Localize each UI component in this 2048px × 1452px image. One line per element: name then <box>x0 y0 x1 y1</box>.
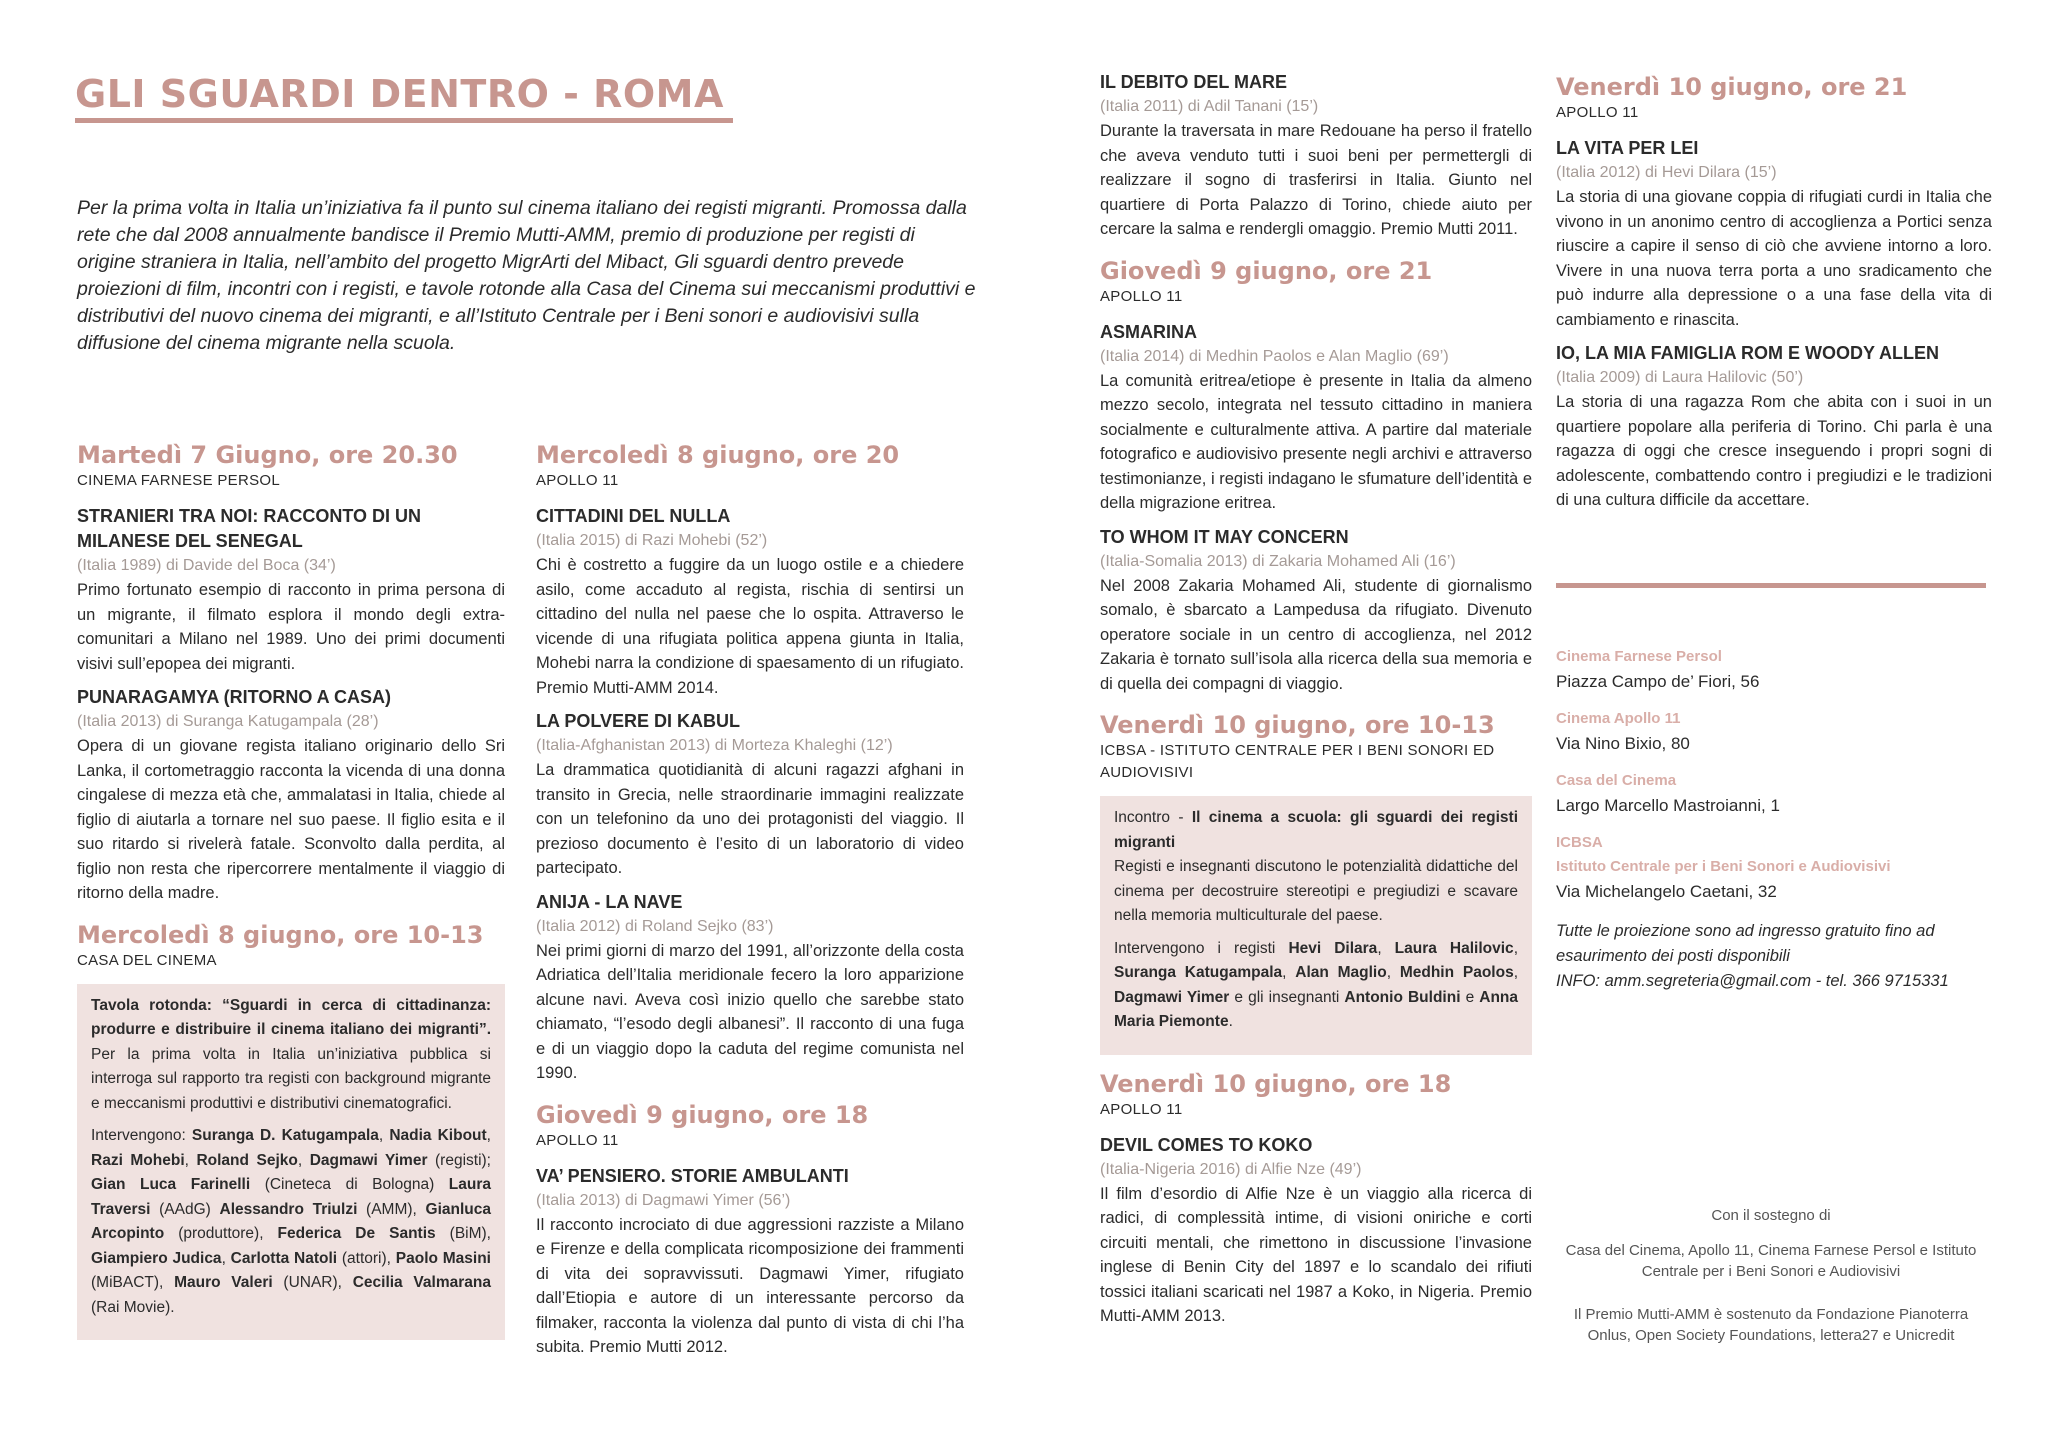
title-underline <box>75 118 733 123</box>
speaker-name: Federica De Santis <box>277 1225 436 1242</box>
film-description: Durante la traversata in mare Redouane ha perso il fratello che aveva venduto tutti i suoi beni per permettergli di realizzare il sogno di trasferirsi in Italia. Giunto nel quartiere di Porta Palazzo di Torino, chiede aiuto per cercare la salma e rendergli omaggio. Premio Mutti 2011. <box>1100 122 1532 238</box>
speaker-sep: (AMM), <box>357 1200 426 1218</box>
film-meta: (Italia 2012) di Hevi Dilara (15’) <box>1556 164 1777 181</box>
event-venue: APOLLO 11 <box>536 472 619 489</box>
support-label: Con il sostegno di <box>1711 1207 1831 1224</box>
speaker-name: Laura Traversi <box>91 1176 491 1218</box>
event-day-heading: Giovedì 9 giugno, ore 18 <box>536 1100 869 1129</box>
event-venue: APOLLO 11 <box>536 1131 619 1149</box>
venue-street: Piazza Campo de’ Fiori, 56 <box>1556 672 1760 691</box>
speakers-lead: Intervengono i registi <box>1114 939 1289 957</box>
film-meta: (Italia-Nigeria 2016) di Alfie Nze (49’) <box>1100 1160 1362 1178</box>
film-description: La storia di una ragazza Rom che abita con i suoi in un quartiere popolare alla periferia di Torino. Chi parla è una ragazza di oggi che cresce inseguendo i propri sogni di adolescente, combattendo contro i pregiudizi e le tradizioni di una cultura difficile da accettare. <box>1556 393 1992 509</box>
speaker-sep: , <box>1513 964 1518 981</box>
film-entry <box>77 504 505 676</box>
column-1 <box>77 440 505 1354</box>
speaker-name: Medhin Paolos <box>1399 964 1514 981</box>
speaker-sep: , <box>297 1151 310 1169</box>
speaker-name: Suranga D. Katugampala <box>191 1127 379 1144</box>
film-entry <box>536 709 964 881</box>
event-friday-night <box>1556 72 1992 513</box>
event-venue: APOLLO 11 <box>1100 1100 1183 1118</box>
meeting-text: Registi e insegnanti discutono le potenzialità didattiche del cinema per decostruire stereotipi e pregiudizi e scavare nella memoria multiculturale del paese. <box>1114 858 1518 924</box>
speaker-sep: e gli insegnanti <box>1229 988 1345 1006</box>
film-title: ANIJA - LA NAVE <box>536 891 683 912</box>
venue-name: Cinema Farnese Persol <box>1556 648 1722 665</box>
speaker-name: Gianluca Arcopinto <box>91 1200 491 1242</box>
event-wednesday-morning <box>77 920 505 1341</box>
event-wednesday-evening <box>536 440 964 1086</box>
film-entry <box>1100 320 1532 516</box>
film-entry <box>536 1164 964 1360</box>
contact-info: INFO: amm.segreteria@gmail.com - tel. 366 9715331 <box>1556 972 1949 990</box>
event-tuesday <box>77 440 505 906</box>
meeting-description <box>1114 806 1518 929</box>
section-divider <box>1556 583 1986 588</box>
event-day-heading: Giovedì 9 giugno, ore 21 <box>1100 256 1433 285</box>
venue-addresses <box>1556 645 1996 994</box>
free-entry-note <box>1556 919 1996 994</box>
speaker-name: Antonio Buldini <box>1344 988 1461 1006</box>
film-description: Nei primi giorni di marzo del 1991, all’orizzonte della costa Adriatica dell’Italia meridionale fecero la loro apparizione alcune navi. Aveva così inizio quello che sarebbe stato chiamato, “l’esodo degli albanesi”. Il racconto di una fuga e di un viaggio dopo la caduta del regime comunista nel 1990. <box>536 941 964 1082</box>
speaker-name: Gian Luca Farinelli <box>91 1176 251 1193</box>
column-3 <box>1100 70 1532 1343</box>
film-entry <box>536 890 964 1086</box>
speaker-sep: e <box>1460 988 1480 1006</box>
speaker-sep: , <box>1386 964 1400 981</box>
speaker-name: Cecilia Valmarana <box>352 1274 491 1291</box>
event-venue: CINEMA FARNESE PERSOL <box>77 472 281 489</box>
speaker-sep: (UNAR), <box>272 1274 353 1291</box>
film-entry-continued <box>1100 70 1532 242</box>
event-venue: ICBSA - ISTITUTO CENTRALE PER I BENI SONORI ED AUDIOVISIVI <box>1100 742 1495 781</box>
speaker-name: Suranga Katugampala <box>1114 964 1283 981</box>
round-table-title: Tavola rotonda: “Sguardi in cerca di cittadinanza: produrre e distribuire il cinema italiano dei migranti”. <box>91 996 491 1038</box>
speaker-name: Carlotta Natoli <box>230 1249 338 1267</box>
film-meta: (Italia 2013) di Dagmawi Yimer (56’) <box>536 1191 791 1209</box>
meeting-lead: Incontro - <box>1114 809 1192 826</box>
event-day-heading: Martedì 7 Giugno, ore 20.30 <box>77 441 458 469</box>
speaker-name: Laura Halilovic <box>1394 939 1514 957</box>
film-title: IO, LA MIA FAMIGLIA ROM E WOODY ALLEN <box>1556 343 1939 363</box>
speaker-sep: (registi); <box>427 1151 491 1169</box>
film-entry <box>1556 341 1992 513</box>
event-friday-morning <box>1100 710 1532 1055</box>
film-description: Opera di un giovane regista italiano originario dello Sri Lanka, il cortometraggio racconta la vicenda di una donna cingalese di mezza età che, ammalatasi in Italia, chiede al figlio di aiutarla a tornare nel suo paese. Il figlio esita e il suo ritardo si rivelerà fatale. Sconvolto dalla perdita, al figlio non resta che ripercorrere mentalmente il viaggio di ritorno della madre. <box>77 737 505 902</box>
venue-fullname: Istituto Centrale per i Beni Sonori e Audiovisivi <box>1556 858 1891 875</box>
film-meta: (Italia-Afghanistan 2013) di Morteza Khaleghi (12’) <box>536 737 893 754</box>
film-title: PUNARAGAMYA (RITORNO A CASA) <box>77 687 392 707</box>
film-meta: (Italia-Somalia 2013) di Zakaria Mohamed Ali (16’) <box>1100 552 1456 570</box>
event-venue: CASA DEL CINEMA <box>77 951 217 969</box>
film-description: Chi è costretto a fuggire da un luogo ostile e a chiedere asilo, come accaduto al regista, rischia di sentirsi un cittadino del nulla nel paese che lo ospita. Attraverso le vicende di una rifugiata politica appena giunta in Italia, Mohebi narra la condizione di spaesamento di un rifugiato. Premio Mutti-AMM 2014. <box>536 556 964 697</box>
speaker-name: Dagmawi Yimer <box>1114 988 1230 1006</box>
event-day-heading: Venerdì 10 giugno, ore 21 <box>1556 73 1908 101</box>
film-title: TO WHOM IT MAY CONCERN <box>1100 526 1349 547</box>
film-meta: (Italia 2009) di Laura Halilovic (50’) <box>1556 369 1804 386</box>
event-day-heading: Mercoledì 8 giugno, ore 10-13 <box>77 920 484 949</box>
speaker-sep: (BiM), <box>435 1225 491 1242</box>
column-4 <box>1556 72 1992 527</box>
speaker-sep: (Rai Movie). <box>91 1298 175 1316</box>
film-description: La drammatica quotidianità di alcuni ragazzi afghani in transito in Grecia, nelle straordinarie immagini realizzate con un telefonino da uno dei protagonisti del viaggio. Il prezioso documento è l’esito di un laboratorio di video partecipato. <box>536 761 964 877</box>
round-table-box <box>77 984 505 1341</box>
premio-sponsors: Il Premio Mutti-AMM è sostenuto da Fondazione Pianoterra Onlus, Open Society Foundations, lettera27 e Unicredit <box>1573 1306 1969 1344</box>
meeting-box <box>1100 796 1532 1055</box>
venue-name: Casa del Cinema <box>1556 772 1677 789</box>
speaker-name: Alan Maglio <box>1295 964 1387 981</box>
film-title: ASMARINA <box>1100 321 1197 342</box>
address-entry <box>1556 645 1996 695</box>
sponsors-block <box>1556 1205 1986 1346</box>
film-meta: (Italia 2014) di Medhin Paolos e Alan Maglio (69’) <box>1100 347 1449 365</box>
film-description: Il film d’esordio di Alfie Nze è un viaggio alla ricerca di radici, di complessità intime, di visioni oniriche e corti circuiti mentali, che rimettono in discussione l’invasione inglese di Benin City del 1897 e lo scandalo dei rifiuti tossici italiani scaricati nel 1987 a Koko, in Nigeria. Premio Mutti-AMM 2013. <box>1100 1184 1532 1325</box>
film-meta: (Italia 2012) di Roland Sejko (83’) <box>536 917 774 935</box>
event-venue: APOLLO 11 <box>1556 104 1639 121</box>
speaker-sep: , <box>486 1127 491 1144</box>
speaker-name: Alessandro Triulzi <box>219 1200 358 1218</box>
column-2 <box>536 440 964 1374</box>
event-thursday-evening <box>536 1100 964 1360</box>
venue-street: Largo Marcello Mastroianni, 1 <box>1556 796 1780 815</box>
speaker-sep: , <box>1377 939 1395 957</box>
film-description: Primo fortunato esempio di racconto in prima persona di un migrante, il filmato esplora il mondo degli extra-comunitari a Milano nel 1989. Uno dei primi documenti visivi sull’epopea dei migranti. <box>77 581 505 673</box>
film-title: STRANIERI TRA NOI: RACCONTO DI UN MILANESE DEL SENEGAL <box>77 506 421 551</box>
speaker-name: Dagmawi Yimer <box>309 1151 428 1169</box>
sponsors-list: Casa del Cinema, Apollo 11, Cinema Farnese Persol e Istituto Centrale per i Beni Sonori e Audiovisivi <box>1565 1242 1977 1280</box>
speakers-lead: Intervengono: <box>91 1127 192 1144</box>
speaker-name: Mauro Valeri <box>174 1274 273 1291</box>
speaker-sep: , <box>221 1249 231 1267</box>
film-description: Il racconto incrociato di due aggressioni razziste a Milano e Firenze e della complicata ricomposizione dei frammenti di vita dei sopravvissuti. Dagmawi Yimer, rifugiato dall’Etiopia e autore di un interessante percorso da filmaker, racconta la violenza dal punto di vista di chi l’ha subita. Premio Mutti 2012. <box>536 1215 964 1356</box>
speaker-name: Anna Maria Piemonte <box>1114 988 1519 1030</box>
venue-street: Via Nino Bixio, 80 <box>1556 734 1690 753</box>
speaker-sep: (attori), <box>337 1249 396 1267</box>
venue-name: Cinema Apollo 11 <box>1556 710 1681 727</box>
event-venue: APOLLO 11 <box>1100 287 1183 305</box>
meeting-title: Il cinema a scuola: gli sguardi dei registi migranti <box>1114 809 1518 851</box>
event-day-heading: Mercoledì 8 giugno, ore 20 <box>536 441 900 469</box>
speakers-list <box>1114 937 1518 1035</box>
round-table-text: Per la prima volta in Italia un’iniziativa pubblica si interroga sul rapporto tra registi con background migrante e meccanismi produttivi e distributivi cinematografici. <box>91 1045 491 1112</box>
film-title: IL DEBITO DEL MARE <box>1100 72 1288 92</box>
film-entry <box>1100 1133 1532 1329</box>
speaker-name: Paolo Masini <box>395 1249 491 1267</box>
round-table-description <box>91 994 491 1117</box>
speaker-sep: , <box>1513 939 1518 957</box>
speaker-sep: , <box>184 1151 197 1169</box>
film-meta: (Italia 2011) di Adil Tanani (15’) <box>1100 98 1319 115</box>
event-day-heading: Venerdì 10 giugno, ore 10-13 <box>1100 711 1495 739</box>
page-title: GLI SGUARDI DENTRO - ROMA <box>75 72 724 116</box>
film-description: La comunità eritrea/etiope è presente in Italia da almeno mezzo secolo, integrata nel tessuto cittadino in maniera socialmente e culturalmente attiva. A partire dal materiale fotografico e audiovisivo presente negli archivi e attraverso testimonianze, i registi indagano le sfumature dell’identità e della migrazione eritrea. <box>1100 371 1532 512</box>
intro-paragraph: Per la prima volta in Italia un’iniziativa fa il punto sul cinema italiano dei registi migranti. Promossa dalla rete che dal 2008 annualmente bandisce il Premio Mutti-AMM, premio di produzione per registi di origine straniera in Italia, nell’ambito del progetto MigrArti del Mibact, Gli sguardi dentro prevede proiezioni di film, incontri con i registi, e tavole rotonde alla Casa del Cinema sui meccanismi produttivi e distributivi del nuovo cinema dei migranti, e all’Istituto Centrale per i Beni sonori e audiovisivi sulla diffusione del cinema migrante nella scuola. <box>77 197 976 354</box>
event-day-heading: Venerdì 10 giugno, ore 18 <box>1100 1069 1452 1098</box>
venue-street: Via Michelangelo Caetani, 32 <box>1556 882 1777 901</box>
speaker-sep: , <box>378 1127 390 1144</box>
speaker-sep: (Cineteca di Bologna) <box>250 1176 449 1193</box>
film-title: LA POLVERE DI KABUL <box>536 711 741 731</box>
speaker-name: Nadia Kibout <box>389 1127 487 1144</box>
speaker-name: Hevi Dilara <box>1288 939 1378 957</box>
address-entry <box>1556 831 1996 905</box>
film-title: VA’ PENSIERO. STORIE AMBULANTI <box>536 1165 849 1186</box>
address-entry <box>1556 707 1996 757</box>
speakers-list <box>91 1124 491 1320</box>
note-text: Tutte le proiezione sono ad ingresso gratuito fino ad esaurimento dei posti disponibili <box>1556 922 1935 965</box>
film-title: LA VITA PER LEI <box>1556 138 1699 158</box>
speaker-sep: (AAdG) <box>150 1200 220 1218</box>
film-entry <box>77 685 505 906</box>
film-entry <box>1100 525 1532 697</box>
film-entry <box>536 504 964 700</box>
speaker-sep: , <box>1282 964 1296 981</box>
film-title: DEVIL COMES TO KOKO <box>1100 1134 1313 1155</box>
speaker-name: Giampiero Judica <box>91 1249 222 1267</box>
speaker-sep: . <box>1228 1013 1233 1030</box>
film-description: La storia di una giovane coppia di rifugiati curdi in Italia che vivono in un anonimo centro di accoglienza a Portici senza riuscire a capire il senso di ciò che avviene intorno a loro. Vivere in una nuova terra porta a uno sradicamento che può indurre alla depressione o a una fase della vita di cambiamento e rinascita. <box>1556 188 1992 329</box>
film-title: CITTADINI DEL NULLA <box>536 506 731 526</box>
event-thursday-night <box>1100 256 1532 697</box>
address-entry <box>1556 769 1996 819</box>
speaker-sep: (produttore), <box>164 1225 278 1242</box>
film-entry <box>1556 136 1992 332</box>
film-description: Nel 2008 Zakaria Mohamed Ali, studente di giornalismo somalo, è sbarcato a Lampedusa da rifugiato. Divenuto operatore sociale in un centro di accoglienza, nel 2012 Zakaria è tornato sull’isola alla ricerca della sua memoria e di quella dei compagni di viaggio. <box>1100 576 1532 693</box>
film-meta: (Italia 1989) di Davide del Boca (34’) <box>77 557 336 574</box>
film-meta: (Italia 2013) di Suranga Katugampala (28’) <box>77 713 379 730</box>
speaker-sep: (MiBACT), <box>91 1274 175 1291</box>
event-friday-evening <box>1100 1069 1532 1329</box>
speaker-name: Roland Sejko <box>196 1151 298 1169</box>
venue-name: ICBSA <box>1556 834 1603 851</box>
film-meta: (Italia 2015) di Razi Mohebi (52’) <box>536 532 768 549</box>
speaker-name: Razi Mohebi <box>91 1151 185 1169</box>
